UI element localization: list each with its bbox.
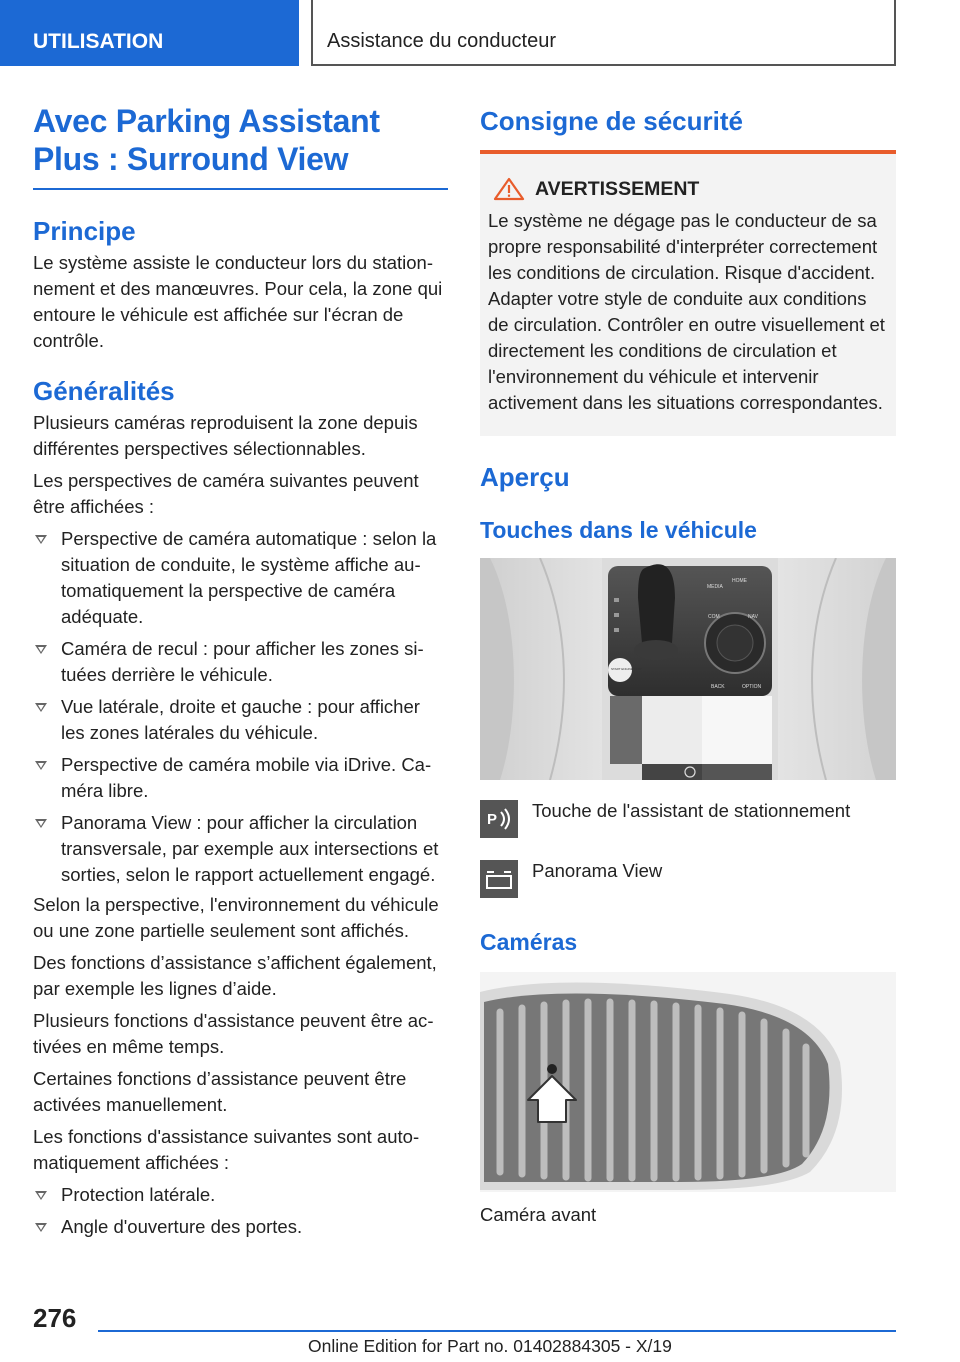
console-image <box>480 558 896 780</box>
bullet-triangle-icon <box>35 761 47 770</box>
bullet-triangle-icon <box>35 535 47 544</box>
console-nav-label: NAV <box>748 614 758 620</box>
list-item: Perspective de caméra mobile via iDrive. Caméra libre. <box>33 752 448 804</box>
heading-safety: Consigne de sécurité <box>480 106 743 136</box>
console-option-label: OPTION <box>742 684 762 690</box>
front-camera-image <box>480 972 896 1192</box>
console-media-label: MEDIA <box>707 584 723 590</box>
generalites-p5: Plusieurs fonctions d'assistance peuvent être activées en même temps. <box>33 1010 434 1057</box>
generalites-p7: Les fonctions d'assistance suivantes sont automatiquement affichées : <box>33 1126 420 1173</box>
bullet-triangle-icon <box>35 703 47 712</box>
panorama-view-icon <box>480 860 518 898</box>
list-item: Panorama View : pour afficher la circulation transversale, par exemple aux intersections et sorties, selon le rapport actuellement engagé. <box>33 810 448 888</box>
chapter-title: Assistance du conducteur <box>311 0 896 66</box>
list-item: Perspective de caméra automatique : selon la situation de conduite, le système affiche automatiquement la perspective de caméra adéquate. <box>33 526 448 630</box>
console-com-label: COM <box>708 614 720 620</box>
key-label-parking: Touche de l'assistant de stationnement <box>532 800 851 821</box>
title-rule <box>33 188 448 190</box>
svg-text:P: P <box>487 811 498 828</box>
heading-touches: Touches dans le véhicule <box>480 517 757 543</box>
list-item: Protection latérale. <box>33 1182 448 1208</box>
right-column <box>480 102 896 1228</box>
heading-generalites: Généralités <box>33 376 175 406</box>
key-panorama-view <box>480 860 896 898</box>
console-home-label: HOME <box>732 578 747 584</box>
heading-principe: Principe <box>33 216 136 246</box>
generalites-p2: Les perspectives de caméra suivantes peuvent être affichées : <box>33 470 419 517</box>
footer-edition: Online Edition for Part no. 01402884305 - X/19 <box>308 1336 672 1356</box>
list-item: Vue latérale, droite et gauche : pour afficher les zones latérales du véhicule. <box>33 694 448 746</box>
key-parking-assistant <box>480 800 896 838</box>
heading-apercu: Aperçu <box>480 462 570 492</box>
bullet-triangle-icon <box>35 1191 47 1200</box>
page-number: 276 <box>33 1303 77 1333</box>
footer-rule <box>98 1330 896 1332</box>
camera-caption: Caméra avant <box>480 1204 597 1225</box>
generalites-p4: Des fonctions d’assistance s’affichent également, par exemple les lignes d’aide. <box>33 952 437 999</box>
key-label-panorama: Panorama View <box>532 860 663 881</box>
page-title: Avec Parking Assistant Plus : Surround View <box>33 103 380 177</box>
kidney-grille-illustration <box>480 972 896 1192</box>
page-header <box>0 0 960 66</box>
center-console-illustration <box>480 558 896 780</box>
warning-box <box>480 150 896 436</box>
generalites-p6: Certaines fonctions d’assistance peuvent être activées manuellement. <box>33 1068 407 1115</box>
console-start-label: START ENGINE STOP <box>611 667 642 671</box>
list-item: Angle d'ouverture des portes. <box>33 1214 448 1240</box>
console-back-label: BACK <box>711 684 725 690</box>
bullet-triangle-icon <box>35 645 47 654</box>
warning-triangle-icon <box>492 177 526 201</box>
bullet-triangle-icon <box>35 1223 47 1232</box>
list-item: Caméra de recul : pour afficher les zones situées derrière le véhicule. <box>33 636 448 688</box>
generalites-p3: Selon la perspective, l'environnement du véhicule ou une zone partielle seulement sont affichés. <box>33 894 439 941</box>
parking-assistant-icon <box>480 800 518 838</box>
warning-title: AVERTISSEMENT <box>535 177 700 200</box>
camera-perspectives-list <box>33 526 448 888</box>
left-column <box>33 102 448 1240</box>
warning-text: Le système ne dégage pas le conducteur de sa propre responsabilité d'interpréter correctement les conditions de circulation. Risque d'accident. Adapter votre style de conduite aux conditions de circulation. Contrôler en outre visuellement et directement les conditions de circulation et l'environnement du véhicule et intervenir activement dans les situations correspondantes. <box>488 210 885 413</box>
bullet-triangle-icon <box>35 819 47 828</box>
principe-text: Le système assiste le conducteur lors du stationnement et des manœuvres. Pour cela, la zone qui entoure le véhicule est affichée sur l'écran de contrôle. <box>33 252 443 351</box>
section-tab: UTILISATION <box>0 0 299 66</box>
auto-functions-list <box>33 1182 448 1240</box>
generalites-p1: Plusieurs caméras reproduisent la zone depuis différentes perspectives sélectionnables. <box>33 412 418 459</box>
warning-title-row <box>488 176 888 202</box>
heading-cameras: Caméras <box>480 929 578 955</box>
